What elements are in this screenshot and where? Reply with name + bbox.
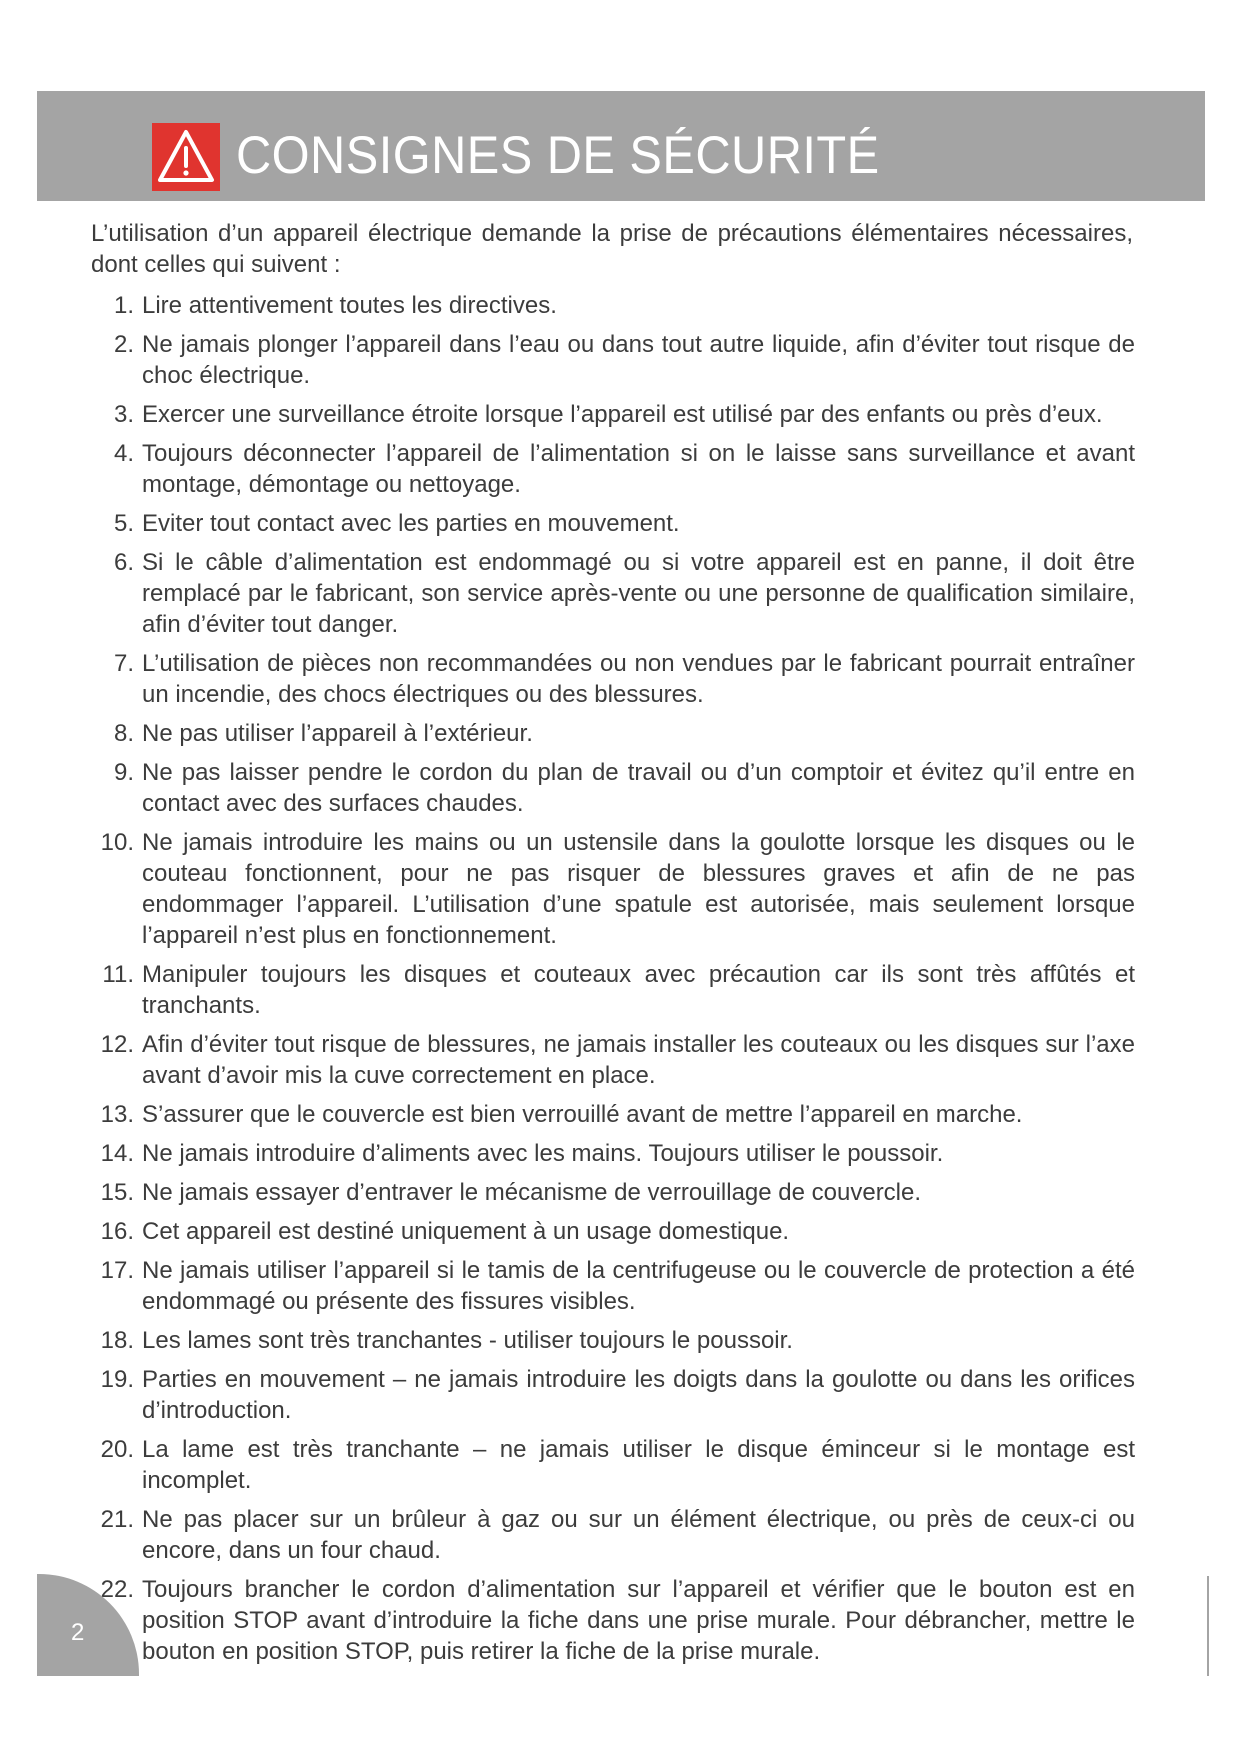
item-number: 17. (100, 1257, 134, 1284)
item-number: 20. (100, 1436, 134, 1463)
list-item (91, 757, 1135, 819)
list-item (91, 1364, 1135, 1426)
item-text: Manipuler toujours les disques et couteaux avec précaution car ils sont très affûtés et tranchants. (142, 961, 1135, 1019)
list-item (91, 290, 1135, 321)
item-number: 19. (100, 1366, 134, 1393)
item-text: Parties en mouvement – ne jamais introduire les doigts dans la goulotte ou dans les orifices d’introduction. (142, 1366, 1135, 1424)
item-text: Ne jamais utiliser l’appareil si le tamis de la centrifugeuse ou le couvercle de protection a été endommagé ou présente des fissures visibles. (142, 1257, 1135, 1315)
list-item (91, 399, 1135, 430)
list-item (91, 1574, 1135, 1667)
list-item (91, 329, 1135, 391)
item-number: 2. (113, 331, 134, 358)
list-item (91, 1504, 1135, 1566)
warning-triangle-icon (152, 123, 220, 191)
item-number: 6. (113, 549, 134, 576)
item-text: Toujours déconnecter l’appareil de l’alimentation si on le laisse sans surveillance et avant montage, démontage ou nettoyage. (142, 440, 1135, 498)
item-text: Ne jamais essayer d’entraver le mécanisme de verrouillage de couvercle. (142, 1179, 922, 1206)
page-number: 2 (71, 1619, 85, 1646)
list-item (91, 1177, 1135, 1208)
item-number: 14. (100, 1140, 134, 1167)
list-item (91, 547, 1135, 640)
list-item (91, 959, 1135, 1021)
item-number: 4. (113, 440, 134, 467)
item-number: 21. (100, 1506, 134, 1533)
list-item (91, 718, 1135, 749)
item-number: 16. (100, 1218, 134, 1245)
item-text: Ne pas laisser pendre le cordon du plan de travail ou d’un comptoir et évitez qu’il entre en contact avec des surfaces chaudes. (142, 759, 1135, 817)
item-text: S’assurer que le couvercle est bien verrouillé avant de mettre l’appareil en marche. (142, 1101, 1023, 1128)
item-number: 3. (113, 401, 134, 428)
item-text: L’utilisation de pièces non recommandées ou non vendues par le fabricant pourrait entraîner un incendie, des chocs électriques ou des blessures. (142, 650, 1135, 708)
list-item (91, 508, 1135, 539)
item-text: Exercer une surveillance étroite lorsque l’appareil est utilisé par des enfants ou près d’eux. (142, 401, 1103, 428)
item-number: 10. (100, 829, 134, 856)
item-number: 18. (100, 1327, 134, 1354)
item-text: Les lames sont très tranchantes - utiliser toujours le poussoir. (142, 1327, 793, 1354)
list-item (91, 1216, 1135, 1247)
item-text: Ne pas placer sur un brûleur à gaz ou sur un élément électrique, ou près de ceux-ci ou encore, dans un four chaud. (142, 1506, 1135, 1564)
item-number: 15. (100, 1179, 134, 1206)
list-item (91, 1325, 1135, 1356)
item-text: Ne jamais introduire d’aliments avec les mains. Toujours utiliser le poussoir. (142, 1140, 944, 1167)
item-number: 11. (102, 961, 134, 988)
item-text: Afin d’éviter tout risque de blessures, ne jamais installer les couteaux ou les disques sur l’axe avant d’avoir mis la cuve correctement en place. (142, 1031, 1135, 1089)
item-text: La lame est très tranchante – ne jamais utiliser le disque éminceur si le montage est incomplet. (142, 1436, 1135, 1494)
right-edge-rule (1207, 1576, 1209, 1676)
list-item (91, 1138, 1135, 1169)
item-number: 9. (113, 759, 134, 786)
item-number: 5. (113, 510, 134, 537)
list-item (91, 1099, 1135, 1130)
list-item (91, 1434, 1135, 1496)
safety-instructions-list (91, 290, 1135, 1675)
item-text: Ne jamais plonger l’appareil dans l’eau ou dans tout autre liquide, afin d’éviter tout risque de choc électrique. (142, 331, 1135, 389)
list-item (91, 648, 1135, 710)
item-text: Ne pas utiliser l’appareil à l’extérieur. (142, 720, 533, 747)
item-text: Ne jamais introduire les mains ou un ustensile dans la goulotte lorsque les disques ou le couteau fonctionnent, pour ne pas risquer de blessures graves et afin de ne pas endommager l’appareil. L’utilisation d’une spatule est autorisée, mais seulement lorsque l’appareil n’est plus en fonctionnement. (142, 829, 1135, 949)
list-item (91, 438, 1135, 500)
item-number: 13. (100, 1101, 134, 1128)
list-item (91, 827, 1135, 951)
item-number: 8. (113, 720, 134, 747)
item-text: Si le câble d’alimentation est endommagé ou si votre appareil est en panne, il doit être remplacé par le fabricant, son service après-vente ou une personne de qualification similaire, afin d’éviter tout danger. (142, 549, 1135, 638)
list-item (91, 1029, 1135, 1091)
item-number: 12. (100, 1031, 134, 1058)
list-item (91, 1255, 1135, 1317)
item-text: Toujours brancher le cordon d’alimentation sur l’appareil et vérifier que le bouton est en position STOP avant d’introduire la fiche dans une prise murale. Pour débrancher, mettre le bouton en position STOP, puis retirer la fiche de la prise murale. (142, 1576, 1135, 1665)
intro-paragraph: L’utilisation d’un appareil électrique demande la prise de précautions élémentaires nécessaires, dont celles qui suivent : (91, 220, 1133, 278)
item-text: Cet appareil est destiné uniquement à un usage domestique. (142, 1218, 790, 1245)
page-title: CONSIGNES DE SÉCURITÉ (236, 126, 880, 185)
item-text: Lire attentivement toutes les directives. (142, 292, 557, 319)
item-number: 1. (113, 292, 134, 319)
item-number: 7. (113, 650, 134, 677)
item-text: Eviter tout contact avec les parties en mouvement. (142, 510, 680, 537)
item-number: 22. (100, 1576, 134, 1603)
